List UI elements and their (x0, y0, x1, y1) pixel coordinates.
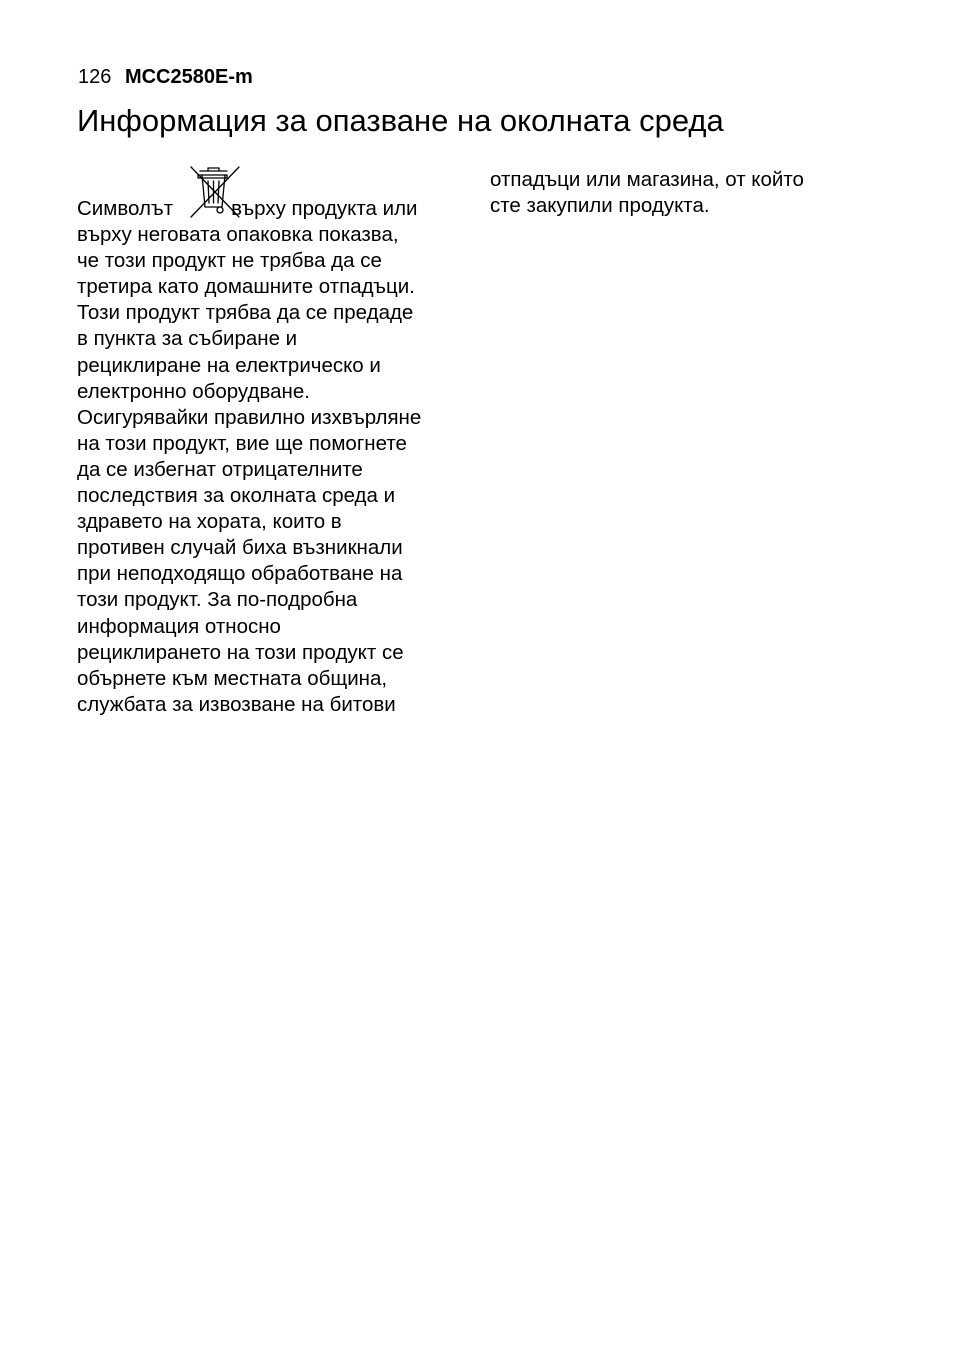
body-line: службата за извозване на битови (77, 692, 396, 716)
model-name: MCC2580E-m (124, 66, 253, 88)
body-line: при неподходящо обработване на (77, 562, 403, 586)
body-line: третира като домашните отпадъци. (77, 275, 415, 299)
page-number: 126 (78, 66, 112, 88)
body-line: електронно оборудване. (77, 379, 310, 403)
crossed-out-wheelie-bin-icon (189, 165, 241, 221)
body-line: Този продукт трябва да се предаде (77, 301, 414, 325)
body-line: отпадъци или магазина, от който (490, 168, 804, 191)
body-line: сте закупили продукта. (490, 194, 710, 218)
body-line: върху неговата опаковка показва, (77, 223, 399, 247)
body-line: рециклиране на електрическо и (77, 353, 381, 377)
body-line: противен случай биха възникнали (77, 536, 403, 560)
symbol-sentence-continuation: върху продукта или (231, 197, 418, 220)
body-line: на този продукт, вие ще помогнете (77, 431, 407, 455)
body-line: Осигурявайки правилно изхвърляне (77, 405, 422, 429)
left-column (77, 196, 469, 718)
body-line: обърнете към местната община, (77, 666, 388, 690)
body-line: че този продукт не трябва да се (77, 249, 382, 273)
section-title: Информация за опазване на околната среда (77, 103, 724, 138)
body-line: в пункта за събиране и (77, 327, 298, 351)
right-column (490, 167, 870, 219)
body-line: рециклирането на този продукт се (77, 640, 404, 664)
page-header (78, 64, 253, 90)
body-line: да се избегнат отрицателните (77, 457, 363, 481)
body-line: последствия за околната среда и (77, 484, 396, 508)
symbol-sentence-start: Символът (77, 197, 174, 220)
body-line (77, 196, 469, 222)
body-line: информация относно (77, 614, 281, 638)
body-line: здравето на хората, които в (77, 510, 342, 534)
body-line: този продукт. За по-подробна (77, 588, 358, 612)
